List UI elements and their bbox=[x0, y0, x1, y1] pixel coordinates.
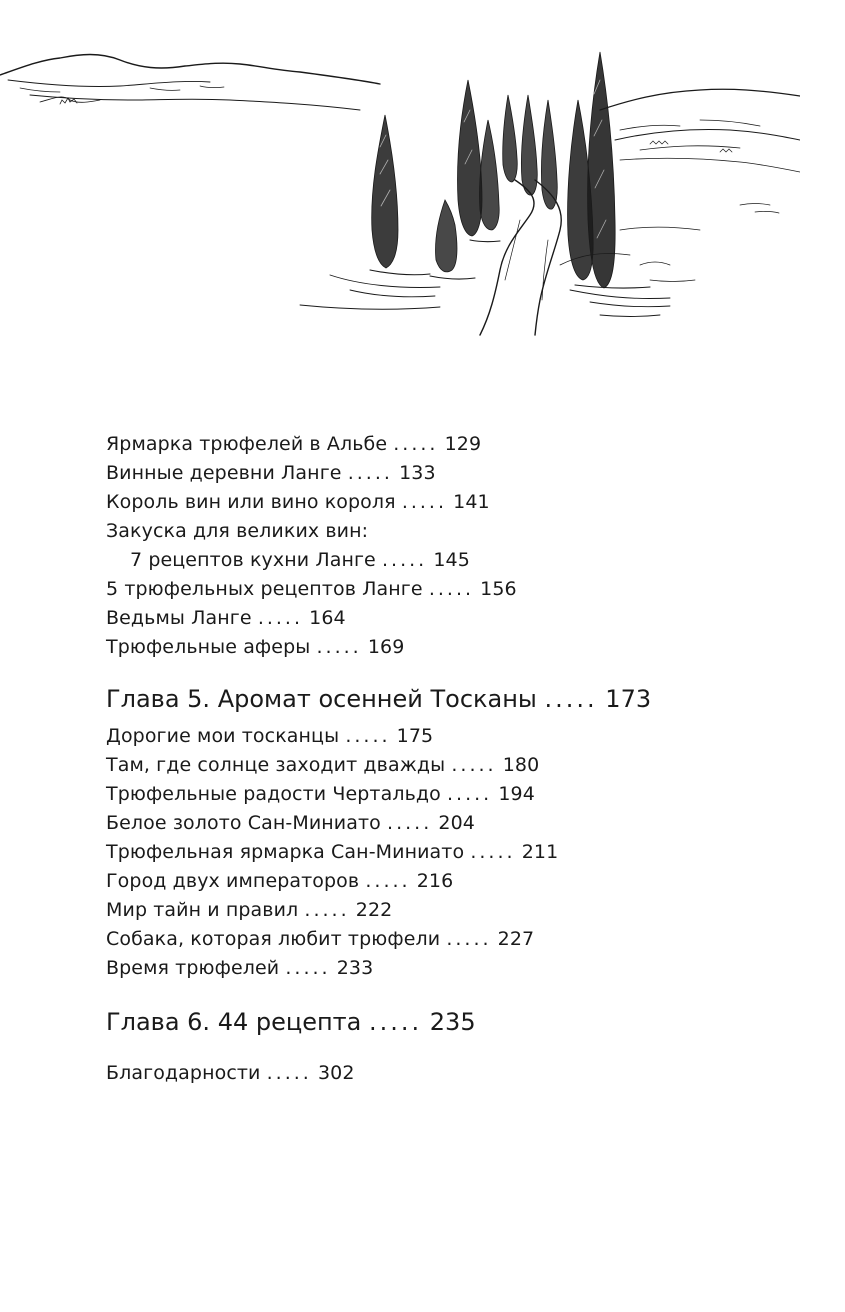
toc-entry[interactable] bbox=[106, 1059, 826, 1088]
toc-entry-dots: ..... bbox=[316, 636, 362, 658]
toc-entry[interactable] bbox=[106, 488, 826, 517]
toc-entry-page: 302 bbox=[317, 1062, 355, 1084]
toc-entry-page: 133 bbox=[399, 462, 436, 484]
toc-entry-dots: ..... bbox=[393, 433, 439, 455]
toc-entry-title: Белое золото Сан-Миниато bbox=[106, 812, 381, 834]
toc-entry[interactable] bbox=[106, 430, 826, 459]
toc-entry-page: 180 bbox=[502, 754, 540, 776]
toc-entry-page: 164 bbox=[309, 607, 346, 629]
toc-entry[interactable] bbox=[106, 867, 826, 896]
toc-entry[interactable] bbox=[106, 575, 826, 604]
toc-entry-page: 156 bbox=[480, 578, 517, 600]
toc-entry[interactable] bbox=[106, 751, 826, 780]
toc-entry-title: Дорогие мои тосканцы bbox=[106, 725, 340, 747]
toc-chapter-heading[interactable] bbox=[106, 1007, 826, 1037]
toc-entry-dots: ..... bbox=[347, 462, 393, 484]
toc-entry[interactable] bbox=[106, 954, 826, 983]
toc-entry-dots: ..... bbox=[446, 928, 492, 950]
toc-entry-title: Время трюфелей bbox=[106, 957, 280, 979]
toc-entry-title: Король вин или вино короля bbox=[106, 491, 396, 513]
toc-entry-page: 129 bbox=[444, 433, 482, 455]
toc-entry[interactable] bbox=[106, 546, 826, 575]
toc-entry-page: 222 bbox=[355, 899, 393, 921]
toc-entry[interactable] bbox=[106, 896, 826, 925]
chapter-page: 235 bbox=[429, 1008, 476, 1036]
toc-entry-title: Трюфельные радости Чертальдо bbox=[106, 783, 441, 805]
toc-entry-dots: ..... bbox=[447, 783, 493, 805]
toc-entry-dots: ..... bbox=[304, 899, 350, 921]
toc-entry-dots: ..... bbox=[451, 754, 497, 776]
toc-entry-title: Мир тайн и правил bbox=[106, 899, 299, 921]
chapter-dots: ..... bbox=[368, 1008, 423, 1036]
toc-entry[interactable] bbox=[106, 925, 826, 954]
toc-entry-page: 233 bbox=[336, 957, 374, 979]
toc-entry[interactable] bbox=[106, 459, 826, 488]
toc-entry-title: Там, где солнце заходит дважды bbox=[106, 754, 446, 776]
toc-entry-page: 141 bbox=[453, 491, 490, 513]
toc-entry[interactable] bbox=[106, 722, 826, 751]
toc-entry-title: 5 трюфельных рецептов Ланге bbox=[106, 578, 423, 600]
toc-entry-page: 145 bbox=[433, 549, 470, 571]
toc-entry[interactable] bbox=[106, 809, 826, 838]
toc-entry-title: Благодарности bbox=[106, 1062, 261, 1084]
toc-entry-page: 175 bbox=[396, 725, 434, 747]
toc-entry-dots: ..... bbox=[266, 1062, 312, 1084]
tuscan-landscape-illustration bbox=[0, 40, 800, 340]
toc-entry-title: Ведьмы Ланге bbox=[106, 607, 252, 629]
toc-chapter-heading[interactable] bbox=[106, 684, 826, 714]
toc-entry-dots: ..... bbox=[387, 812, 433, 834]
toc-entry-title: Город двух императоров bbox=[106, 870, 360, 892]
chapter-dots: ..... bbox=[544, 685, 598, 713]
toc-entry-page: 169 bbox=[367, 636, 405, 658]
toc-entry[interactable] bbox=[106, 604, 826, 633]
toc-entry-dots: ..... bbox=[401, 491, 448, 513]
toc-entry-title: Закуска для великих вин: bbox=[106, 520, 369, 542]
toc-entry[interactable] bbox=[106, 838, 826, 867]
toc-entry-title: 7 рецептов кухни Ланге bbox=[130, 549, 376, 571]
toc-entry-dots: ..... bbox=[257, 607, 304, 629]
toc-entry-dots: ..... bbox=[382, 549, 428, 571]
toc-entry-dots: ..... bbox=[345, 725, 391, 747]
toc-entry-page: 194 bbox=[498, 783, 535, 805]
toc-entry-page: 216 bbox=[416, 870, 454, 892]
toc-entry-title: Винные деревни Ланге bbox=[106, 462, 342, 484]
toc-entry-title: Трюфельная ярмарка Сан-Миниато bbox=[106, 841, 465, 863]
chapter-title: Глава 6. 44 рецепта bbox=[106, 1008, 362, 1036]
toc-entry-page: 204 bbox=[438, 812, 475, 834]
toc-entry-heading-line bbox=[106, 517, 826, 546]
toc-entry-title: Ярмарка трюфелей в Альбе bbox=[106, 433, 388, 455]
toc-entry-page: 227 bbox=[497, 928, 535, 950]
toc-entry-dots: ..... bbox=[428, 578, 475, 600]
toc-entry-title: Трюфельные аферы bbox=[106, 636, 311, 658]
toc-entry-page: 211 bbox=[521, 841, 559, 863]
toc-entry[interactable] bbox=[106, 780, 826, 809]
chapter-page: 173 bbox=[605, 685, 652, 713]
table-of-contents bbox=[106, 430, 826, 1088]
toc-entry-title: Собака, которая любит трюфели bbox=[106, 928, 441, 950]
toc-entry-dots: ..... bbox=[470, 841, 516, 863]
toc-entry-dots: ..... bbox=[365, 870, 411, 892]
toc-entry[interactable] bbox=[106, 633, 826, 662]
toc-entry-dots: ..... bbox=[285, 957, 331, 979]
chapter-title: Глава 5. Аромат осенней Тосканы bbox=[106, 685, 537, 713]
